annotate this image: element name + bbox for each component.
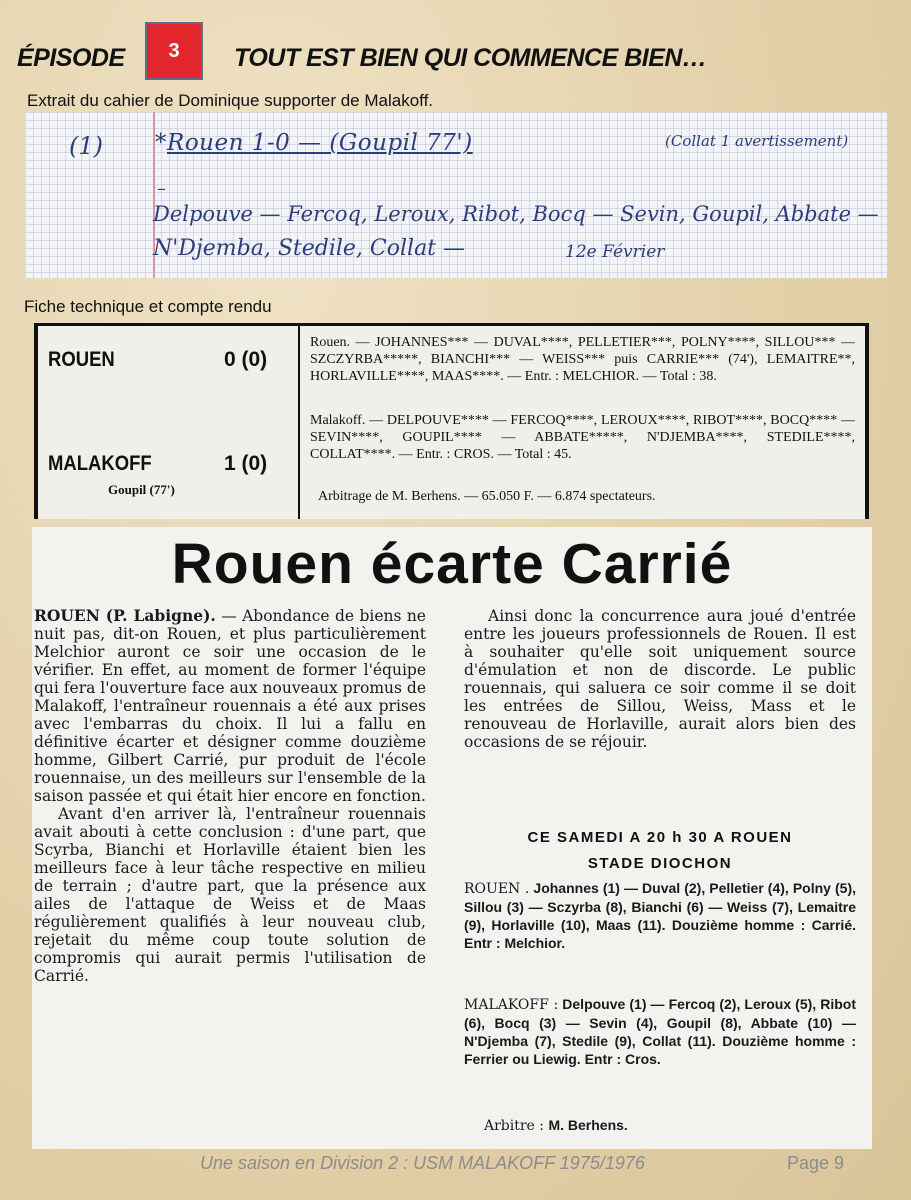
rouen-team-list (464, 879, 856, 952)
referee-attendance-line: Arbitrage de M. Berhens. — 65.050 F. — 6.874 spectateurs. (318, 489, 656, 504)
episode-header (0, 0, 911, 92)
article-paragraph-2: Avant d'en arriver là, l'entraîneur rouennais avait abouti à cette conclusion : d'une part, que Scyrba, Bianchi et Horlaville étaient bien les meilleurs face à leur tâche respective en milieu de terrain ; d'autre part, que la présence aux ailes de l'attaque de Weiss et de Maas régulièrement qualifiés à leur nouveau club, rejetait du même coup toute solution de compromis qui aurait permis l'utilisation de Carrié. (34, 805, 426, 985)
notebook-date: 12e Février (565, 242, 665, 262)
malakoff-lineup-ratings: Malakoff. — DELPOUVE**** — FERCOQ****, LEROUX****, RIBOT****, BOCQ**** — SEVIN****, GOUPIL**** — ABBATE*****, N'DJEMBA****, STEDILE****, COLLAT****. — Entr. : CROS. — Total : 45. (310, 413, 855, 462)
goal-scorer: Goupil (77') (108, 482, 175, 497)
notebook-result (155, 130, 473, 156)
rouen-team-players: Johannes (1) — Duval (2), Pelletier (4), Polny (5), Sillou (3) — Sczyrba (8), Bianchi (6) — Weiss (7), Lemaitre (9), Horlaville (10), Maas (11). Douzième homme : Carrié. Entr : Melchior. (464, 880, 857, 951)
notebook-asterisk: * (155, 130, 167, 156)
page-number: Page 9 (787, 1153, 845, 1173)
article-paragraph-1-text: — Abondance de biens ne nuit pas, dit-on Rouen, et plus particulièrement Melchior auront ce soir une occasion de le vérifier. En effet, au moment de former l'équipe qui fera l'ouverture face aux nouveaux promus de Malakoff, l'entraîneur rouennais a été aux prises avec l'embarras du choix. Il lui a fallu en définitive écarter et désigner comme douzième homme, Gilbert Carrié, pur produit de l'école rouennaise, un des meilleurs sur l'ensemble de la saison passée et qui était hier encore en fonction. (34, 607, 426, 805)
malakoff-team-list (464, 995, 856, 1068)
referee-label: Arbitre : (484, 1118, 545, 1134)
malakoff-team-label: MALAKOFF : (464, 997, 559, 1013)
notebook-extract (25, 112, 887, 278)
referee-name: M. Berhens. (548, 1117, 628, 1133)
notebook-dash: – (157, 178, 166, 199)
malakoff-team-players: Delpouve (1) — Fercoq (2), Leroux (5), Ribot (6), Bocq (3) — Sevin (4), Goupil (8), Abbate (10) — N'Djemba (7), Stedile (9), Collat (11). Douzième homme : Ferrier ou Liewig. Entr : Cros. (464, 996, 857, 1067)
home-team-name: ROUEN (48, 348, 115, 371)
newspaper-article (32, 527, 872, 1149)
episode-number-badge: 3 (145, 22, 203, 80)
stats-caption: Fiche technique et compte rendu (24, 297, 272, 316)
notebook-lineup-line2: N'Djemba, Stedile, Collat — (153, 236, 466, 261)
footer-title: Une saison en Division 2 : USM MALAKOFF 1975/1976 (200, 1153, 645, 1173)
article-paragraph-1 (34, 607, 426, 805)
match-stadium: STADE DIOCHON (587, 855, 733, 872)
rouen-team-label: ROUEN . (464, 881, 530, 897)
notebook-result-text: Rouen 1-0 — (Goupil 77') (167, 130, 473, 156)
article-referee (484, 1117, 628, 1134)
notebook-note: (Collat 1 avertissement) (665, 132, 849, 150)
article-headline: Rouen écarte Carrié (171, 532, 733, 596)
away-team-name: MALAKOFF (48, 452, 152, 475)
article-paragraph-3: Ainsi donc la concurrence aura joué d'entrée entre les joueurs professionnels de Rouen. Il est à souhaiter qu'elle soit uniquement source d'émulation et non de discorde. Le public rouennais, qui saluera ce soir comme il se doit les entrées de Sillou, Weiss, Mass et le renouveau de Horlaville, aurait alors bien des occasions de se réjouir. (464, 607, 856, 751)
episode-label: ÉPISODE (17, 44, 125, 72)
rouen-lineup-ratings: Rouen. — JOHANNES*** — DUVAL****, PELLETIER***, POLNY****, SILLOU*** — SZCZYRBA*****, BIANCHI*** — WEISS*** puis CARRIE*** (74'), LEMAITRE**, HORLAVILLE****, MAAS****. — Entr. : MELCHIOR. — Total : 38. (310, 335, 855, 384)
match-announcement (464, 825, 856, 877)
match-time-place: CE SAMEDI A 20 h 30 A ROUEN (527, 829, 793, 846)
notebook-match-number: (1) (69, 132, 103, 160)
home-team-score: 0 (0) (224, 348, 268, 371)
match-sheet-divider (298, 326, 300, 519)
away-team-score: 1 (0) (224, 452, 268, 475)
notebook-caption: Extrait du cahier de Dominique supporter de Malakoff. (27, 91, 434, 110)
article-column-right (464, 607, 856, 751)
article-byline: ROUEN (P. Labigne). (34, 606, 216, 625)
episode-title: TOUT EST BIEN QUI COMMENCE BIEN… (234, 44, 707, 72)
article-column-left (34, 607, 426, 985)
notebook-lineup-line1: Delpouve — Fercoq, Leroux, Ribot, Bocq — Sevin, Goupil, Abbate — (153, 202, 879, 226)
match-sheet (34, 323, 869, 519)
